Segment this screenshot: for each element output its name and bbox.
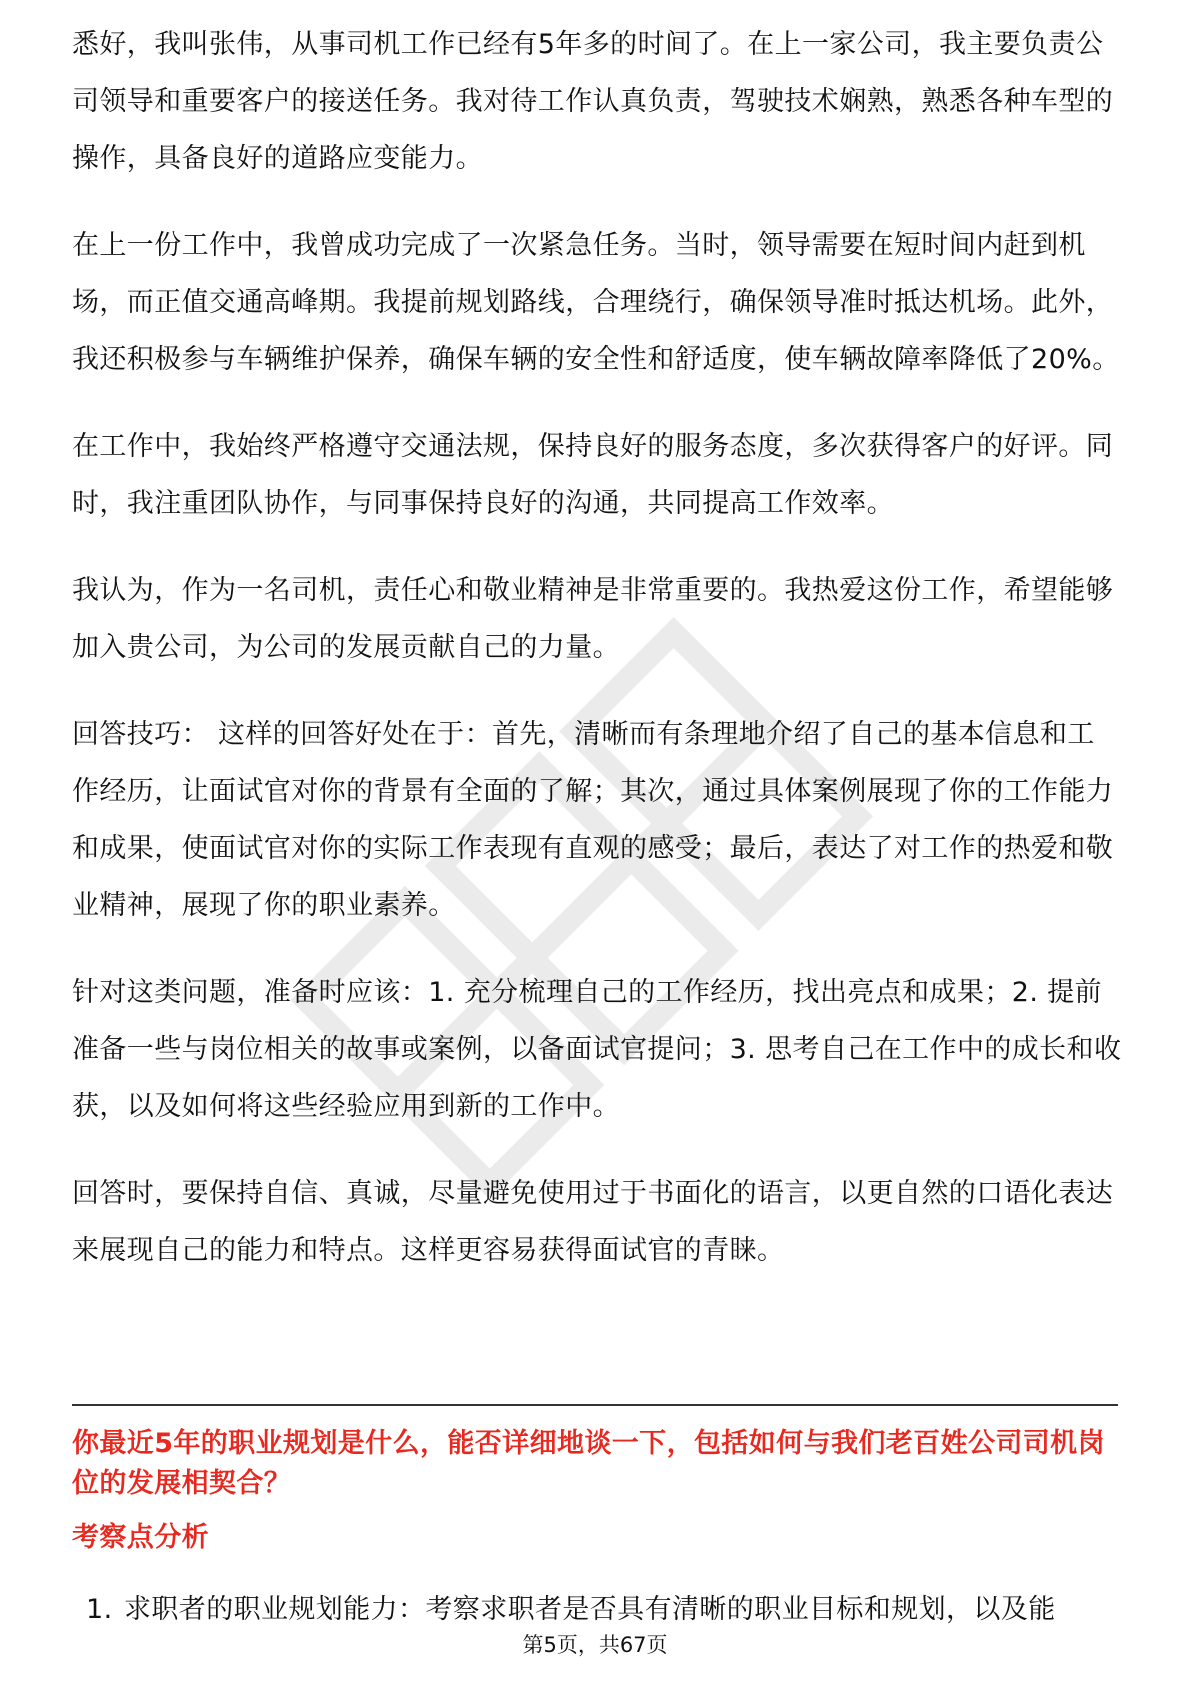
paragraph-delivery: 回答时，要保持自信、真诚，尽量避免使用过于书面化的语言，以更自然的口语化表达来展现自己的能力和特点。这样更容易获得面试官的青睐。 xyxy=(72,1178,1114,1266)
paragraph-example: 在上一份工作中，我曾成功完成了一次紧急任务。当时，领导需要在短时间内赶到机场，而正值交通高峰期。我提前规划路线，合理绕行，确保领导准时抵达机场。此外，我还积极参与车辆维护保养，确保车辆的安全性和舒适度，使车辆故障率降低了20%。 xyxy=(72,230,1120,375)
paragraph-attitude: 在工作中，我始终严格遵守交通法规，保持良好的服务态度，多次获得客户的好评。同时，我注重团队协作，与同事保持良好的沟通，共同提高工作效率。 xyxy=(72,431,1114,519)
paragraph-answer-tips: 回答技巧： 这样的回答好处在于：首先，清晰而有条理地介绍了自己的基本信息和工作经历，让面试官对你的背景有全面的了解；其次，通过具体案例展现了你的工作能力和成果，使面试官对你的实际工作表现有直观的感受；最后，表达了对工作的热爱和敬业精神，展现了你的职业素养。 xyxy=(72,719,1114,921)
paragraph-preparation: 针对这类问题，准备时应该：1. 充分梳理自己的工作经历，找出亮点和成果；2. 提前准备一些与岗位相关的故事或案例，以备面试官提问；3. 思考自己在工作中的成长和收获，以及如何将这些经验应用到新的工作中。 xyxy=(72,977,1122,1122)
analysis-heading: 考察点分析 xyxy=(72,1522,209,1553)
list-item xyxy=(86,1590,1126,1630)
list-item-number: 1. xyxy=(86,1594,113,1625)
paragraph-intro: 悉好，我叫张伟，从事司机工作已经有5年多的时间了。在上一家公司，我主要负责公司领导和重要客户的接送任务。我对待工作认真负责，驾驶技术娴熟，熟悉各种车型的操作，具备良好的道路应变能力。 xyxy=(72,29,1114,174)
answer-body xyxy=(72,26,1122,1309)
page-number: 第5页，共67页 xyxy=(522,1633,668,1657)
paragraph-conclusion: 我认为，作为一名司机，责任心和敬业精神是非常重要的。我热爱这份工作，希望能够加入贵公司，为公司的发展贡献自己的力量。 xyxy=(72,575,1114,663)
list-item-text: 求职者的职业规划能力：考察求职者是否具有清晰的职业目标和规划，以及能 xyxy=(124,1594,1056,1625)
section-divider xyxy=(72,1404,1118,1406)
interview-question: 你最近5年的职业规划是什么，能否详细地谈一下，包括如何与我们老百姓公司司机岗位的发展相契合？ xyxy=(72,1428,1105,1499)
